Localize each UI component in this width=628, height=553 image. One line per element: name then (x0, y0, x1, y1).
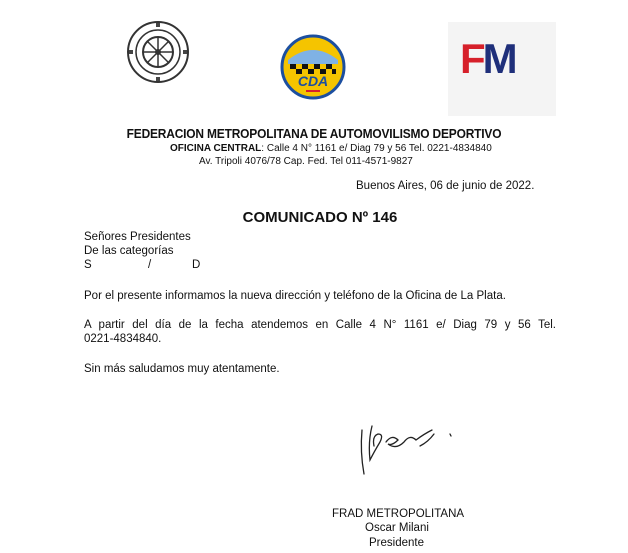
fm-logo-f: F (460, 35, 483, 82)
signature-org: FRAD METROPOLITANA (332, 508, 465, 520)
cda-logo-text: CDA (297, 73, 329, 89)
handwritten-signature-icon (340, 412, 470, 482)
addressee-line-1: Señores Presidentes (84, 231, 191, 243)
addressee-sd-line (84, 258, 224, 272)
signature-role: Presidente (369, 537, 424, 549)
addressee-d: D (192, 259, 201, 271)
cda-logo-icon (280, 34, 346, 100)
office-label: OFICINA CENTRAL (170, 143, 262, 154)
office-address: : Calle 4 N° 1161 e/ Diag 79 y 56 Tel. 0221-4834840 (261, 143, 492, 154)
addressee-s: S (84, 259, 92, 271)
aca-club-seal-icon (126, 20, 190, 84)
date-line: Buenos Aires, 06 de junio de 2022. (356, 180, 535, 192)
office-central-line (170, 143, 492, 154)
addressee-slash: / (148, 259, 152, 271)
signature-name: Oscar Milani (365, 522, 429, 534)
body-paragraph-1: Por el presente informamos la nueva dirección y teléfono de la Oficina de La Plata. (84, 290, 506, 302)
fm-logo-m: M (482, 35, 515, 82)
addressee-line-2: De las categorías (84, 245, 174, 257)
page-title: COMUNICADO Nº 146 (242, 209, 398, 226)
second-address-line: Av. Tripoli 4076/78 Cap. Fed. Tel 011-4571-9827 (199, 156, 413, 167)
body-paragraph-2-line-1: A partir del día de la fecha atendemos en Calle 4 N° 1161 e/ Diag 79 y 56 Tel. (84, 319, 556, 331)
body-paragraph-2-line-2: 0221-4834840. (84, 333, 162, 345)
fm-logo-icon (448, 22, 556, 116)
org-title: FEDERACION METROPOLITANA DE AUTOMOVILISMO DEPORTIVO (126, 126, 502, 141)
body-paragraph-3: Sin más saludamos muy atentamente. (84, 363, 280, 375)
